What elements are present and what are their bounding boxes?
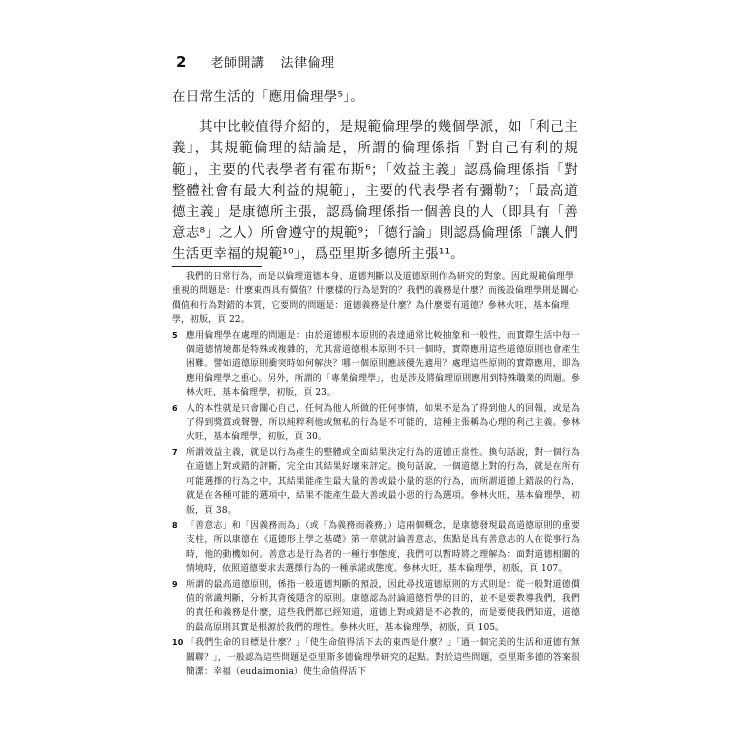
footnote-text: 「善意志」和「因義務而為」（或「為義務而義務」）這兩個概念，是康德發現最高道德原則的重要支柱，所以康德在《道德形上學之基礎》第一章就討論善意志，焦點是具有善意志的人在從事行為時，他的動機如何。善意志是行為者的一種行事態度，我們可以暫時將之理解為：面對道德相關的情境時，依照道德要求去選擇行為的一種承諾或態度。參林火旺，基本倫理學，初版，頁 107。 <box>186 520 580 575</box>
footnote-number: 10 <box>172 638 184 648</box>
footnote-text: 人的本性就是只會關心自己，任何為他人所做的任何事情，如果不是為了得到他人的回報，或是為了得到獎賞或聲譽，所以純粹利他或無私的行為是不可能的，這種主張稱為心理的利己主義。參林火旺，基本倫理學，初版，頁 30。 <box>186 403 580 443</box>
page-number: 2 <box>176 53 187 71</box>
footnote-number: 5 <box>172 330 178 340</box>
footnote-text: 所謂的最高道德原則，係指一般道德判斷的預設，因此尋找道德原則的方式則是：從一般對道德價值的常識判斷，分析其背後隱含的原則。康德認為討論道德哲學的目的，並不是要教導我們，我們的責任和義務是什麼，這些我們都已經知道，道德上對或錯是不必教的，而是要使我們知道，道德的最高原則其實是根源於我們的理性。參林火旺，基本倫理學，初版，頁 105。 <box>186 579 580 633</box>
chapter-title: 法律倫理 <box>280 56 335 71</box>
footnote-number: 8 <box>172 520 178 530</box>
book-title: 老師開講 <box>210 56 265 71</box>
footnote-text: 我們的日常行為，而是以倫理道德本身、道德判斷以及道德原則作為研究的對象。因此規範倫理學重視的問題是：什麼東西具有價值？什麼樣的行為是對的？我們的義務是什麼？而後設倫理學則是關心價值和行為對錯的本質，它要問的問題是：道德義務是什麼？為什麼要有道德？參林火旺，基本倫理學，初版，頁 22。 <box>172 272 579 326</box>
footnotes <box>172 270 580 680</box>
footnote-10 <box>172 636 580 679</box>
footnote-6 <box>172 402 580 445</box>
footnote-number: 9 <box>172 579 178 589</box>
footnote-text: 應用倫理學在處理的問題是：由於道德根本原則的表達通常比較抽象和一般性，而實際生活中每一個道德情境都是特殊或複雜的，尤其當道德根本原則不只一個時，實際應用這些道德原則也會產生困難。譬如道德原則衝突時如何解決？哪一個原則應該優先適用？處理這些原則的實際應用，即為應用倫理學之重心。另外，所謂的「專業倫理學」，也是涉及將倫理原則應用到特殊職業的問題。參林火旺，基本倫理學，初版，頁 23。 <box>186 330 580 399</box>
footnote-8 <box>172 519 580 577</box>
footnote-7 <box>172 446 580 518</box>
footnote-continued <box>172 270 580 328</box>
footnote-number: 6 <box>172 403 178 413</box>
footnote-9 <box>172 578 580 636</box>
footnote-divider <box>172 266 262 267</box>
running-header <box>176 52 334 74</box>
footnote-number: 7 <box>172 447 178 457</box>
main-text <box>172 87 578 266</box>
footnote-text: 「我們生命的目標是什麼？」「使生命值得活下去的東西是什麼？」「過一個完美的生活和道德有無關聯？」，一般認為這些問題是亞里斯多德倫理學研究的起點。對於這些問題，亞里斯多德的答案很簡潔：幸福（eudaimonia）使生命值得活下 <box>186 638 580 677</box>
body-paragraph: 其中比較值得介紹的，是規範倫理學的幾個學派，如「利己主義」，其規範倫理的結論是，所謂的倫理係指「對自己有利的規範」，主要的代表學者有霍布斯⁶；「效益主義」認爲倫理係指「對整體社會有最大利益的規範」，主要的代表學者有彌勒⁷；「最高道德主義」是康德所主張，認爲倫理係指一個善良的人（即具有「善意志⁸」之人）所會遵守的規範⁹；「德行論」則認爲倫理係「讓人們生活更幸福的規範¹⁰」，爲亞里斯多德所主張¹¹。 <box>172 119 578 263</box>
footnote-text: 所謂效益主義，就是以行為產生的整體或全面結果決定行為的道德正當性。換句話說，對一個行為在道德上對或錯的評斷，完全由其結果好壞來評定。換句話說，一個道德上對的行為，就是在所有可能選擇的行為之中，其結果能產生最大量的善或最小量的惡的行為，而所謂道德上錯誤的行為，就是在各種可能的選項中，結果不能產生最大善或最小惡的行為選項。參林火旺，基本倫理學，初版，頁 38。 <box>186 447 580 516</box>
intro-line: 在日常生活的「應用倫理學⁵」。 <box>172 89 365 105</box>
footnote-5 <box>172 329 580 401</box>
